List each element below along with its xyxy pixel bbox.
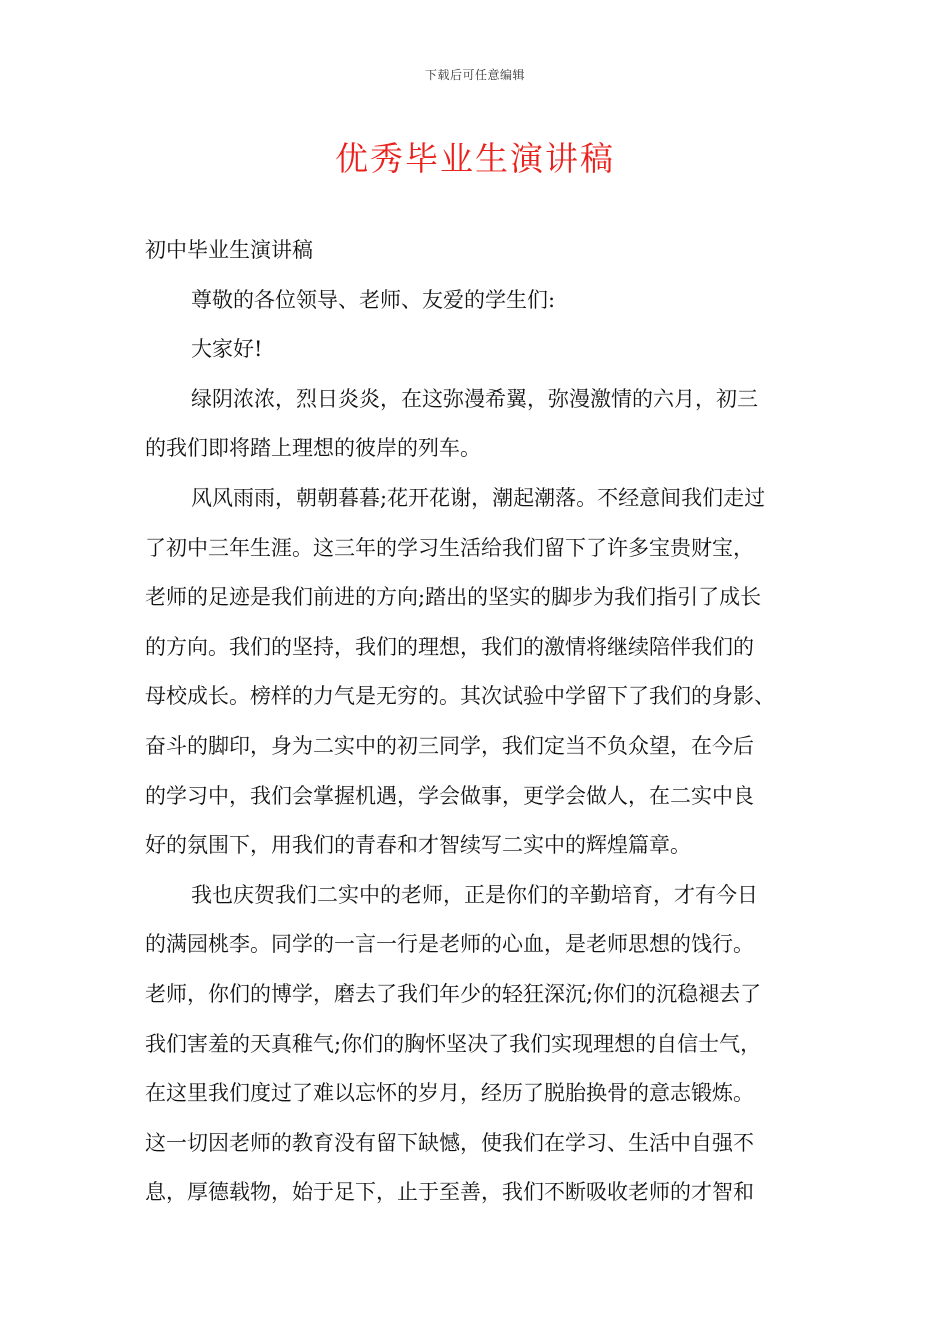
paragraph-line: 在这里我们度过了难以忘怀的岁月，经历了脱胎换骨的意志锻炼。 [145,1081,754,1106]
paragraph-line: 的学习中，我们会掌握机遇，学会做事，更学会做人，在二实中良 [145,783,754,808]
paragraph-1 [145,375,805,474]
subtitle-line: 初中毕业生演讲稿 [145,238,313,262]
paragraph-line: 绿阴浓浓，烈日炎炎，在这弥漫希翼，弥漫激情的六月，初三 [191,386,758,411]
paragraph-line: 的我们即将踏上理想的彼岸的列车。 [145,436,481,461]
paragraph-line: 我也庆贺我们二实中的老师，正是你们的辛勤培育，才有今日 [191,882,758,907]
document-title: 优秀毕业生演讲稿 [335,139,615,178]
paragraph-line: 母校成长。榜样的力气是无穷的。其次试验中学留下了我们的身影、 [145,684,775,709]
header-note: 下载后可任意编辑 [424,68,525,82]
paragraph-line: 我们害羞的天真稚气;你们的胸怀坚决了我们实现理想的自信士气， [145,1031,762,1056]
paragraph-line: 好的氛围下，用我们的青春和才智续写二实中的辉煌篇章。 [145,833,691,858]
paragraph-line: 风风雨雨，朝朝暮暮;花开花谢，潮起潮落。不经意间我们走过 [191,485,766,510]
greeting-line: 大家好! [191,337,263,362]
paragraph-2 [145,474,805,871]
paragraph-line: 老师，你们的博学，磨去了我们年少的轻狂深沉;你们的沉稳褪去了 [145,981,762,1006]
paragraph-line: 了初中三年生涯。这三年的学习生活给我们留下了许多宝贵财宝， [145,535,754,560]
paragraph-line: 老师的足迹是我们前进的方向;踏出的坚实的脚步为我们指引了成长 [145,585,762,610]
paragraph-line: 奋斗的脚印，身为二实中的初三同学，我们定当不负众望，在今后 [145,733,754,758]
paragraph-3 [145,871,805,1218]
paragraph-line: 这一切因老师的教育没有留下缺憾，使我们在学习、生活中自强不 [145,1130,754,1155]
paragraph-line: 的满园桃李。同学的一言一行是老师的心血，是老师思想的饯行。 [145,932,754,957]
paragraph-line: 的方向。我们的坚持，我们的理想，我们的激情将继续陪伴我们的 [145,634,754,659]
document-body [145,226,805,1218]
paragraph-line: 息，厚德载物，始于足下，止于至善，我们不断吸收老师的才智和 [145,1180,754,1205]
salutation-line: 尊敬的各位领导、老师、友爱的学生们: [191,287,556,312]
